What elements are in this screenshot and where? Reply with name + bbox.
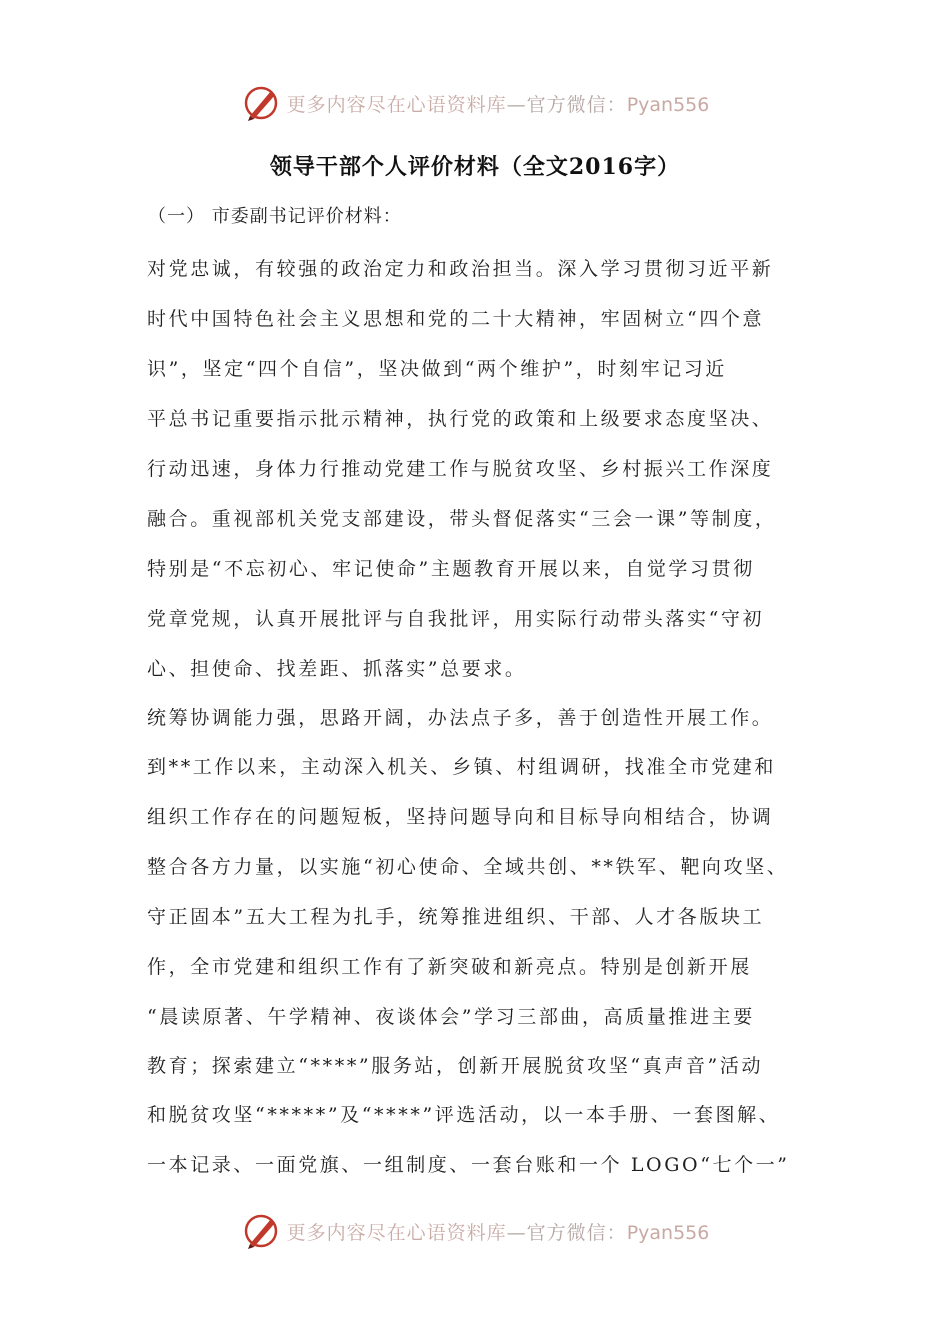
- body-line: 党章党规，认真开展批评与自我批评，用实际行动带头落实“守初: [147, 608, 765, 630]
- body-line: 行动迅速，身体力行推动党建工作与脱贫攻坚、乡村振兴工作深度: [147, 458, 774, 480]
- body-line: 心、担使命、找差距、抓落实”总要求。: [147, 658, 527, 680]
- body-line: 教育；探索建立“****”服务站，创新开展脱贫攻坚“真声音”活动: [147, 1055, 764, 1077]
- body-line: 统筹协调能力强，思路开阔，办法点子多，善于创造性开展工作。: [147, 707, 774, 729]
- body-line: 特别是“不忘初心、牢记使命”主题教育开展以来，自觉学习贯彻: [147, 558, 755, 580]
- watermark-text: 更多内容尽在心语资料库—官方微信：Pyan556: [286, 1221, 710, 1244]
- body-line: 融合。重视部机关党支部建设，带头督促落实“三会一课”等制度，: [147, 508, 777, 530]
- body-line: 组织工作存在的问题短板，坚持问题导向和目标导向相结合，协调: [147, 806, 774, 828]
- body-line: “晨读原著、午学精神、夜谈体会”学习三部曲，高质量推进主要: [147, 1006, 755, 1028]
- body-line: 和脱贫攻坚“*****”及“****”评选活动，以一本手册、一套图解、: [147, 1104, 781, 1126]
- pen-logo-icon: [241, 83, 281, 123]
- watermark-banner-top: [0, 83, 950, 123]
- body-line: 平总书记重要指示批示精神，执行党的政策和上级要求态度坚决、: [147, 408, 774, 430]
- body-line: 到**工作以来，主动深入机关、乡镇、村组调研，找准全市党建和: [147, 756, 777, 778]
- body-line: 识”，坚定“四个自信”，坚决做到“两个维护”，时刻牢记习近: [147, 358, 727, 380]
- watermark-banner-bottom: [0, 1211, 950, 1251]
- pen-logo-icon: [241, 1211, 281, 1251]
- body-line: 守正固本”五大工程为扎手，统筹推进组织、干部、人才各版块工: [147, 906, 765, 928]
- watermark-text: 更多内容尽在心语资料库—官方微信：Pyan556: [286, 93, 710, 116]
- body-line: 作，全市党建和组织工作有了新突破和新亮点。特别是创新开展: [147, 956, 752, 978]
- body-line: 一本记录、一面党旗、一组制度、一套台账和一个 LOGO“七个一”: [147, 1154, 790, 1176]
- body-line: 对党忠诚，有较强的政治定力和政治担当。深入学习贯彻习近平新: [147, 258, 774, 280]
- body-line: 整合各方力量，以实施“初心使命、全域共创、**铁军、靶向攻坚、: [147, 856, 789, 878]
- body-line: 时代中国特色社会主义思想和党的二十大精神，牢固树立“四个意: [147, 308, 765, 330]
- document-title: 领导干部个人评价材料（全文2016字）: [269, 154, 681, 180]
- section-heading: （一） 市委副书记评价材料：: [148, 206, 402, 227]
